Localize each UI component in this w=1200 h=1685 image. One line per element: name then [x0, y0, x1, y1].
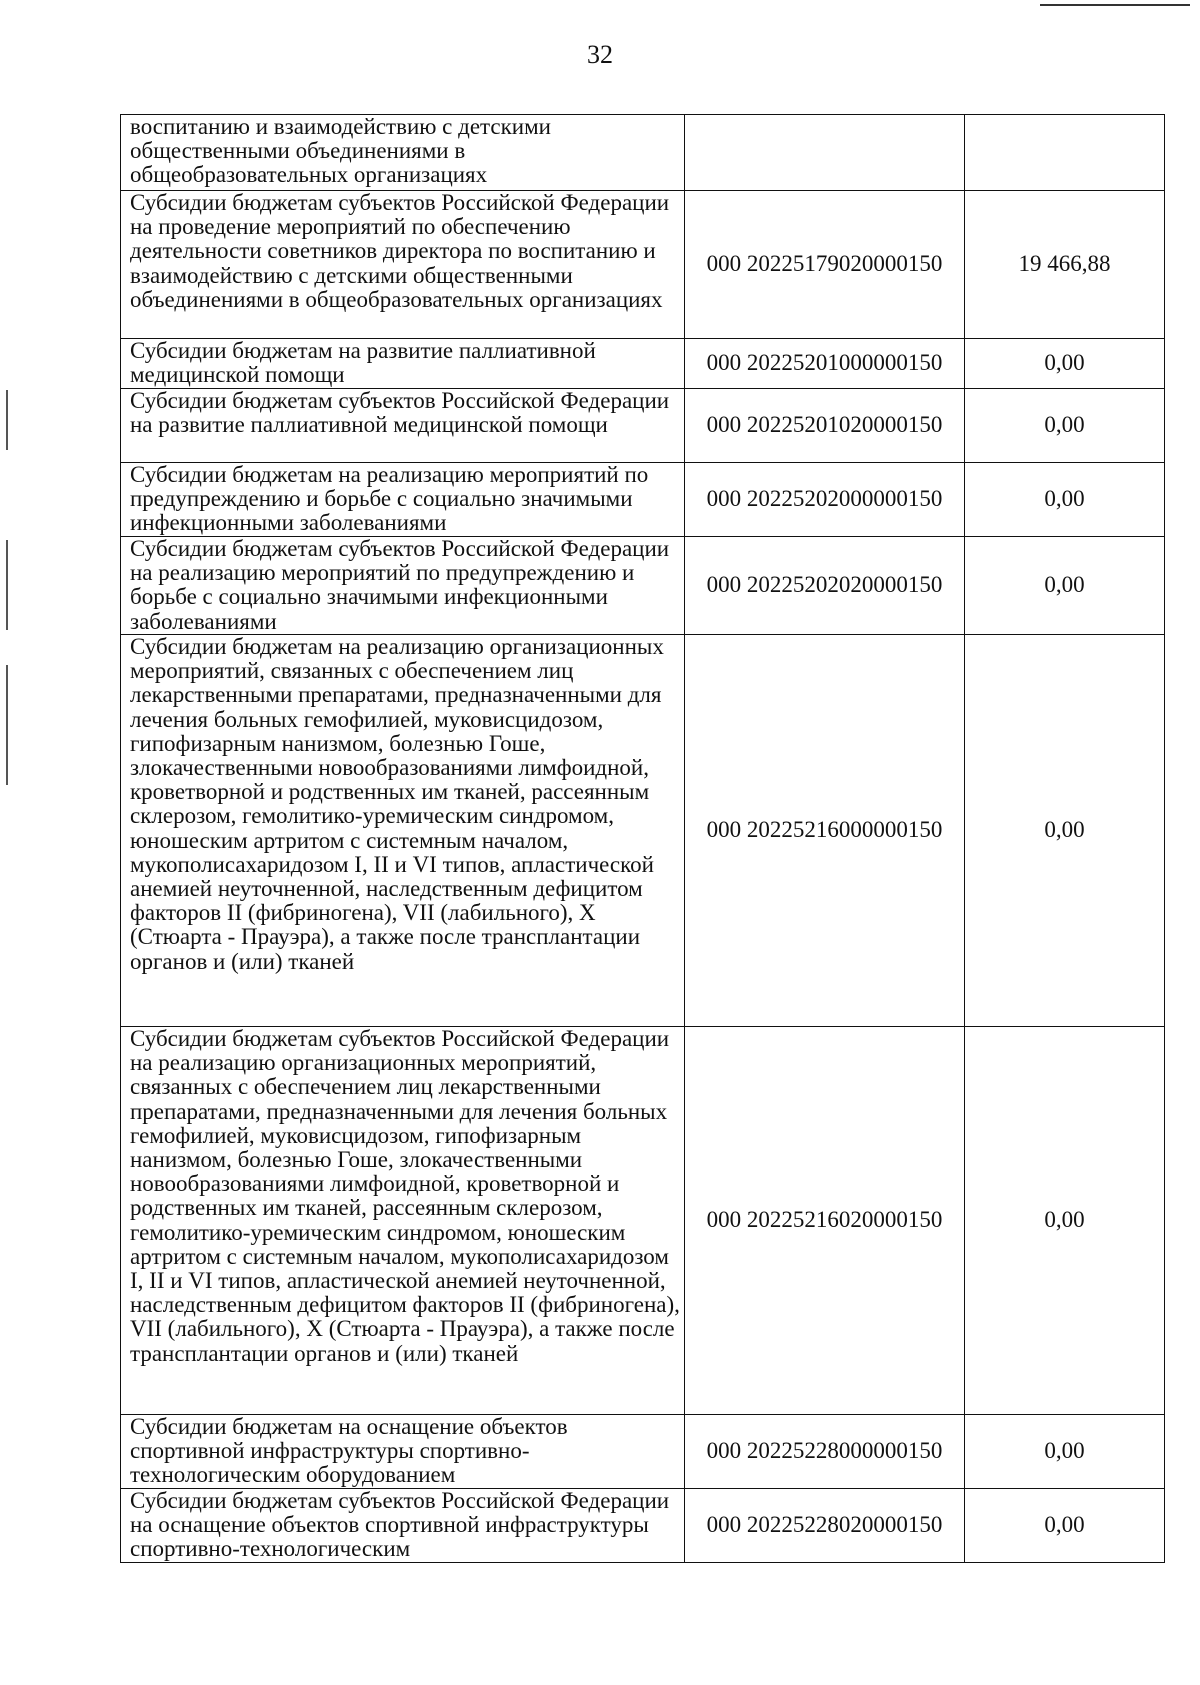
- row-amount: 0,00: [965, 1489, 1165, 1563]
- budget-subsidies-table: [120, 114, 1165, 1563]
- row-description: Субсидии бюджетам субъектов Российской Федерации на проведение мероприятий по обеспечению деятельности советников директора по воспитанию и взаимодействию с детскими общественными объединениями в общеобразовательных организациях: [121, 191, 685, 339]
- table-row: [121, 339, 1165, 389]
- row-description: Субсидии бюджетам на реализацию мероприятий по предупреждению и борьбе с социально значимыми инфекционными заболеваниями: [121, 463, 685, 537]
- table-row: [121, 537, 1165, 635]
- row-budget-code: 000 20225202020000150: [685, 537, 965, 635]
- row-budget-code: 000 20225228020000150: [685, 1489, 965, 1563]
- row-description: воспитанию и взаимодействию с детскими общественными объединениями в общеобразовательных организациях: [121, 115, 685, 191]
- row-description: Субсидии бюджетам на развитие паллиативной медицинской помощи: [121, 339, 685, 389]
- row-amount: 0,00: [965, 463, 1165, 537]
- row-amount: 0,00: [965, 339, 1165, 389]
- row-amount: 0,00: [965, 537, 1165, 635]
- page-number: 32: [587, 40, 613, 69]
- row-budget-code: 000 20225179020000150: [685, 191, 965, 339]
- table-row: [121, 1415, 1165, 1489]
- row-description: Субсидии бюджетам субъектов Российской Федерации на оснащение объектов спортивной инфраструктуры спортивно-технологическим: [121, 1489, 685, 1563]
- row-amount: [965, 115, 1165, 191]
- row-description: Субсидии бюджетам субъектов Российской Федерации на реализацию мероприятий по предупреждению и борьбе с социально значимыми инфекционными заболеваниями: [121, 537, 685, 635]
- row-amount: 0,00: [965, 1027, 1165, 1415]
- scan-margin-mark: [6, 540, 8, 630]
- table-row: [121, 115, 1165, 191]
- row-budget-code: 000 20225216000000150: [685, 635, 965, 1027]
- table-row: [121, 635, 1165, 1027]
- row-budget-code: [685, 115, 965, 191]
- row-amount: 0,00: [965, 1415, 1165, 1489]
- table-row: [121, 1489, 1165, 1563]
- row-description: Субсидии бюджетам на реализацию организационных мероприятий, связанных с обеспечением лиц лекарственными препаратами, предназначенными для лечения больных гемофилией, муковисцидозом, гипофизарным нанизмом, болезнью Гоше, злокачественными новообразованиями лимфоидной, кроветворной и родственных им тканей, рассеянным склерозом, гемолитико-уремическим синдромом, юношеским артритом с системным началом, мукополисахаридозом I, II и VI типов, апластической анемией неуточненной, наследственным дефицитом факторов II (фибриногена), VII (лабильного), X (Стюарта - Прауэра), а также после трансплантации органов и (или) тканей: [121, 635, 685, 1027]
- table-row: [121, 191, 1165, 339]
- row-description: Субсидии бюджетам субъектов Российской Федерации на реализацию организационных мероприятий, связанных с обеспечением лиц лекарственными препаратами, предназначенными для лечения больных гемофилией, муковисцидозом, гипофизарным нанизмом, болезнью Гоше, злокачественными новообразованиями лимфоидной, кроветворной и родственных им тканей, рассеянным склерозом, гемолитико-уремическим синдромом, юношеским артритом с системным началом, мукополисахаридозом I, II и VI типов, апластической анемией неуточненной, наследственным дефицитом факторов II (фибриногена), VII (лабильного), X (Стюарта - Прауэра), а также после трансплантации органов и (или) тканей: [121, 1027, 685, 1415]
- row-amount: 19 466,88: [965, 191, 1165, 339]
- row-amount: 0,00: [965, 389, 1165, 463]
- scan-margin-mark: [6, 390, 8, 450]
- row-budget-code: 000 20225216020000150: [685, 1027, 965, 1415]
- row-budget-code: 000 20225202000000150: [685, 463, 965, 537]
- scan-margin-mark: [6, 665, 8, 785]
- row-description: Субсидии бюджетам субъектов Российской Федерации на развитие паллиативной медицинской помощи: [121, 389, 685, 463]
- row-budget-code: 000 20225228000000150: [685, 1415, 965, 1489]
- row-budget-code: 000 20225201000000150: [685, 339, 965, 389]
- row-description: Субсидии бюджетам на оснащение объектов спортивной инфраструктуры спортивно-технологическим оборудованием: [121, 1415, 685, 1489]
- table-row: [121, 1027, 1165, 1415]
- top-edge-rule: [1040, 4, 1190, 6]
- row-amount: 0,00: [965, 635, 1165, 1027]
- row-budget-code: 000 20225201020000150: [685, 389, 965, 463]
- table-row: [121, 389, 1165, 463]
- table-row: [121, 463, 1165, 537]
